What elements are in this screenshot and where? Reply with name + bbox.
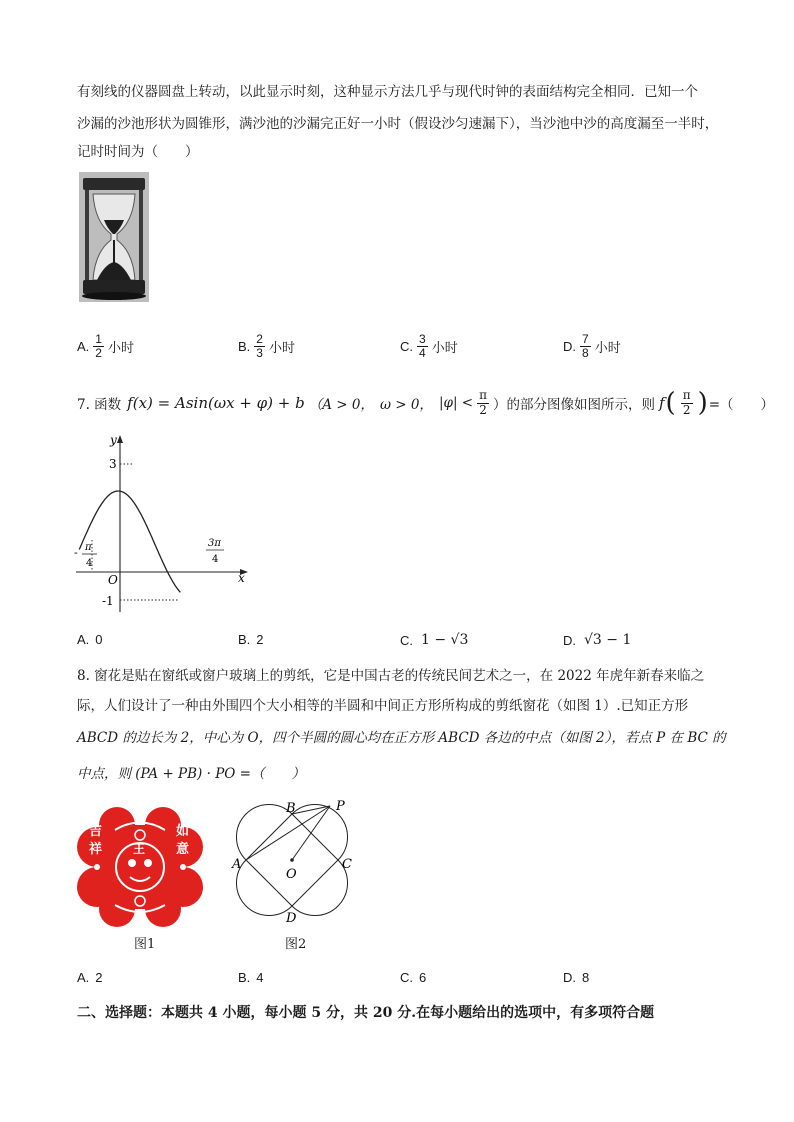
q7-option-a[interactable] bbox=[77, 632, 103, 647]
right-tick-numerator: 3π bbox=[208, 538, 221, 549]
q8-option-a[interactable] bbox=[77, 970, 103, 985]
y-axis-arrow-icon bbox=[117, 435, 123, 443]
q7-option-d[interactable] bbox=[563, 632, 631, 648]
option-unit: 小时 bbox=[268, 340, 295, 356]
option-letter: D. bbox=[563, 970, 576, 985]
left-tick-sign: - bbox=[74, 546, 78, 559]
option-fraction bbox=[580, 333, 591, 360]
fraction-numerator: 1 bbox=[95, 332, 102, 346]
paper-cut-char-xiang: 祥 bbox=[89, 842, 103, 857]
option-value: 1 − √3 bbox=[421, 632, 469, 648]
left-tick-denominator: 4 bbox=[86, 558, 93, 569]
fraction-numerator: 7 bbox=[582, 332, 589, 346]
paper-cut-char-ru: 如 bbox=[176, 824, 190, 839]
option-letter: A. bbox=[77, 970, 90, 985]
fraction-denominator: 4 bbox=[419, 346, 426, 361]
point-c-label: C bbox=[342, 857, 352, 872]
fraction-denominator: 3 bbox=[256, 346, 263, 361]
option-letter: B. bbox=[238, 339, 251, 355]
origin-label: O bbox=[108, 573, 118, 587]
q7-ask-end: =（ ） bbox=[708, 397, 775, 413]
q7-prefix: 7. 函数 bbox=[77, 397, 122, 413]
option-unit: 小时 bbox=[431, 340, 458, 356]
option-fraction bbox=[417, 333, 428, 360]
q7-suffix: ）的部分图像如图所示，则 bbox=[492, 397, 655, 413]
point-o-label: O bbox=[286, 867, 297, 882]
option-letter: B. bbox=[238, 970, 251, 985]
sine-curve bbox=[79, 491, 180, 592]
q7-formula: f(x) = Asin(ωx + φ) + b bbox=[127, 394, 305, 412]
q7-option-b[interactable] bbox=[238, 632, 264, 647]
left-tick-numerator: π bbox=[85, 542, 92, 553]
q7-option-c[interactable] bbox=[400, 632, 468, 648]
q7-condition-a: （A > 0， bbox=[308, 397, 374, 413]
option-unit: 小时 bbox=[594, 340, 621, 356]
fig2-caption: 图2 bbox=[285, 937, 307, 952]
option-value: 2 bbox=[95, 970, 103, 985]
q8-text-line1: 8. 窗花是贴在窗纸或窗户玻璃上的剪纸，它是中国古老的传统民间艺术之一，在 2022 年虎年新春来临之 bbox=[77, 668, 705, 684]
option-letter: A. bbox=[77, 632, 90, 647]
point-b-label: B bbox=[286, 801, 296, 816]
option-unit: 小时 bbox=[107, 340, 134, 356]
fraction-denominator: 2 bbox=[95, 346, 102, 361]
right-tick-denominator: 4 bbox=[212, 554, 219, 565]
fraction-denominator: 2 bbox=[682, 402, 691, 417]
fraction-numerator: π bbox=[479, 388, 487, 403]
option-letter: C. bbox=[400, 339, 413, 355]
q6-option-c[interactable] bbox=[400, 333, 458, 360]
option-fraction bbox=[254, 333, 265, 360]
option-value: √3 − 1 bbox=[584, 632, 632, 648]
option-letter: B. bbox=[238, 632, 251, 647]
q8-option-c[interactable] bbox=[400, 970, 426, 985]
paper-cut-char-ji: 吉 bbox=[89, 824, 103, 839]
point-d-label: D bbox=[286, 911, 297, 926]
option-value: 4 bbox=[256, 970, 264, 985]
max-value-label: 3 bbox=[109, 457, 117, 471]
option-value: 2 bbox=[256, 632, 264, 647]
fig1-caption: 图1 bbox=[134, 937, 156, 952]
q6-option-a[interactable] bbox=[77, 333, 134, 360]
q8-text-line4: 中点，则 (PA + PB) · PO =（ ） bbox=[77, 766, 305, 782]
q6-text-line1: 有刻线的仪器圆盘上转动，以此显示时刻，这种显示方法几乎与现代时钟的表面结构完全相同．已知一个 bbox=[77, 84, 698, 100]
fraction-numerator: π bbox=[682, 388, 691, 403]
q8-option-b[interactable] bbox=[238, 970, 264, 985]
q7-ask-function: f bbox=[658, 394, 665, 412]
q7-sine-graph bbox=[72, 432, 252, 614]
q7-pi-over-2 bbox=[477, 389, 489, 416]
point-a-label: A bbox=[232, 857, 242, 872]
option-letter: C. bbox=[400, 970, 413, 985]
option-letter: D. bbox=[563, 339, 576, 355]
hourglass-photo bbox=[79, 172, 149, 302]
q6-option-d[interactable] bbox=[563, 333, 621, 360]
option-value: 6 bbox=[419, 970, 427, 985]
q8-option-d[interactable] bbox=[563, 970, 589, 985]
q7-condition-omega: ω > 0， bbox=[379, 397, 433, 413]
q7-condition-phi: |φ| < bbox=[438, 395, 474, 411]
option-fraction bbox=[93, 333, 104, 360]
fraction-denominator: 2 bbox=[479, 402, 487, 417]
q8-text-line2: 际，人们设计了一种由外围四个大小相等的半圆和中间正方形所构成的剪纸窗花（如图 1）.已知正方形 bbox=[77, 698, 689, 714]
option-value: 8 bbox=[582, 970, 590, 985]
paper-cut-char-yi: 意 bbox=[176, 842, 190, 857]
option-letter: A. bbox=[77, 339, 90, 355]
fraction-numerator: 3 bbox=[419, 332, 426, 346]
option-value: 0 bbox=[95, 632, 103, 647]
option-letter: D. bbox=[563, 632, 576, 648]
q7-ask-argument bbox=[681, 389, 693, 416]
option-letter: C. bbox=[400, 632, 413, 648]
fraction-denominator: 8 bbox=[582, 346, 589, 361]
x-axis-label: x bbox=[238, 571, 245, 585]
min-value-label: -1 bbox=[102, 594, 114, 608]
paper-cut-char-wang: 王 bbox=[133, 842, 146, 856]
q6-text-line3: 记时时间为（ ） bbox=[77, 144, 199, 160]
square-semicircles-figure bbox=[230, 798, 360, 930]
point-p-label: P bbox=[336, 799, 345, 814]
y-axis-label: y bbox=[110, 433, 117, 447]
q6-text-line2: 沙漏的沙池形状为圆锥形，满沙池的沙漏完正好一小时（假设沙匀速漏下），当沙池中沙的高度漏至一半时， bbox=[77, 116, 719, 132]
q6-option-b[interactable] bbox=[238, 333, 295, 360]
fraction-numerator: 2 bbox=[256, 332, 263, 346]
section-2-heading: 二、选择题：本题共 4 小题，每小题 5 分，共 20 分.在每小题给出的选项中，有多项符合题 bbox=[77, 1005, 655, 1021]
paper-cut-figure bbox=[75, 805, 205, 929]
center-point bbox=[290, 858, 294, 862]
q7-stem: 7. 函数 f(x) = Asin(ωx + φ) + b （A > 0， ω > 0， |φ| < $\frac{\pi}{2}$ ）的部分图像如图所示，则 f ( $\frac{\pi}{2}$ ) =（ ） bbox=[77, 388, 775, 418]
q8-text-line3: ABCD 的边长为 2，中心为 O，四个半圆的圆心均在正方形 ABCD 各边的中点（如图 2），若点 P 在 BC 的 bbox=[77, 730, 726, 746]
